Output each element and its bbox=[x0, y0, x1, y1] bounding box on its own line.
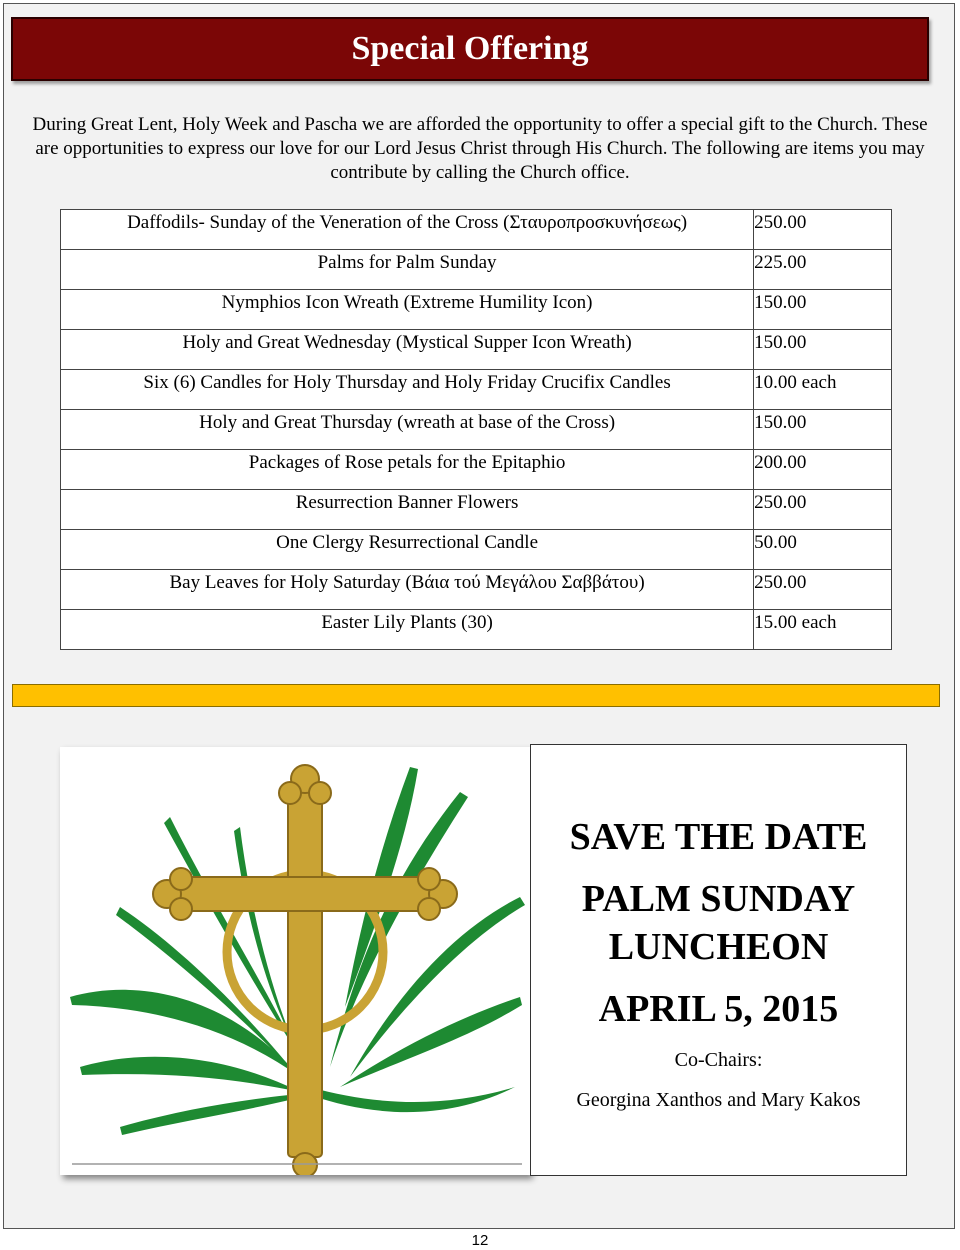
item-price: 250.00 bbox=[754, 570, 892, 610]
item-name: Easter Lily Plants (30) bbox=[61, 610, 754, 650]
item-price: 50.00 bbox=[754, 530, 892, 570]
item-name: Packages of Rose petals for the Epitaphio bbox=[61, 450, 754, 490]
table-row bbox=[61, 330, 892, 370]
item-price: 200.00 bbox=[754, 450, 892, 490]
item-name: Palms for Palm Sunday bbox=[61, 250, 754, 290]
intro-paragraph: During Great Lent, Holy Week and Pascha we are afforded the opportunity to offer a special gift to the Church. These are opportunities to express our love for our Lord Jesus Christ through His Church. The following are items you may contribute by calling the Church office. bbox=[32, 114, 928, 183]
item-price: 250.00 bbox=[754, 490, 892, 530]
item-price: 150.00 bbox=[754, 290, 892, 330]
page-number: 12 bbox=[471, 1232, 489, 1249]
table-row bbox=[61, 370, 892, 410]
table-row bbox=[61, 410, 892, 450]
page-title: Special Offering bbox=[351, 30, 589, 67]
event-date: APRIL 5, 2015 bbox=[598, 988, 839, 1030]
table-row bbox=[61, 610, 892, 650]
cross-icon bbox=[60, 747, 530, 1175]
item-name: Resurrection Banner Flowers bbox=[61, 490, 754, 530]
item-price: 150.00 bbox=[754, 410, 892, 450]
table-row bbox=[61, 290, 892, 330]
item-price: 15.00 each bbox=[754, 610, 892, 650]
item-name: Six (6) Candles for Holy Thursday and Holy Friday Crucifix Candles bbox=[61, 370, 754, 410]
event-name-line1: PALM SUNDAY bbox=[581, 878, 856, 920]
gold-divider-bar bbox=[12, 684, 940, 707]
table-row bbox=[61, 570, 892, 610]
table-row bbox=[61, 250, 892, 290]
item-name: Holy and Great Wednesday (Mystical Supper Icon Wreath) bbox=[61, 330, 754, 370]
cochairs-label: Co-Chairs: bbox=[674, 1049, 763, 1071]
table-row bbox=[61, 450, 892, 490]
item-name: Bay Leaves for Holy Saturday (Βάια τού Μεγάλου Σαββάτου) bbox=[61, 570, 754, 610]
save-the-date-heading: SAVE THE DATE bbox=[569, 816, 868, 858]
item-price: 150.00 bbox=[754, 330, 892, 370]
cochairs-names: Georgina Xanthos and Mary Kakos bbox=[576, 1089, 861, 1111]
item-name: Nymphios Icon Wreath (Extreme Humility Icon) bbox=[61, 290, 754, 330]
table-row bbox=[61, 210, 892, 250]
table-row bbox=[61, 490, 892, 530]
item-name: Daffodils- Sunday of the Veneration of the Cross (Σταυροπροσκυνήσεως) bbox=[61, 210, 754, 250]
table-row bbox=[61, 530, 892, 570]
item-name: Holy and Great Thursday (wreath at base of the Cross) bbox=[61, 410, 754, 450]
offerings-table bbox=[60, 209, 892, 650]
item-price: 10.00 each bbox=[754, 370, 892, 410]
cross-palm-illustration bbox=[60, 747, 530, 1175]
title-banner bbox=[11, 17, 929, 81]
item-name: One Clergy Resurrectional Candle bbox=[61, 530, 754, 570]
item-price: 225.00 bbox=[754, 250, 892, 290]
save-the-date-box bbox=[530, 744, 907, 1176]
item-price: 250.00 bbox=[754, 210, 892, 250]
event-name-line2: LUNCHEON bbox=[608, 926, 829, 968]
